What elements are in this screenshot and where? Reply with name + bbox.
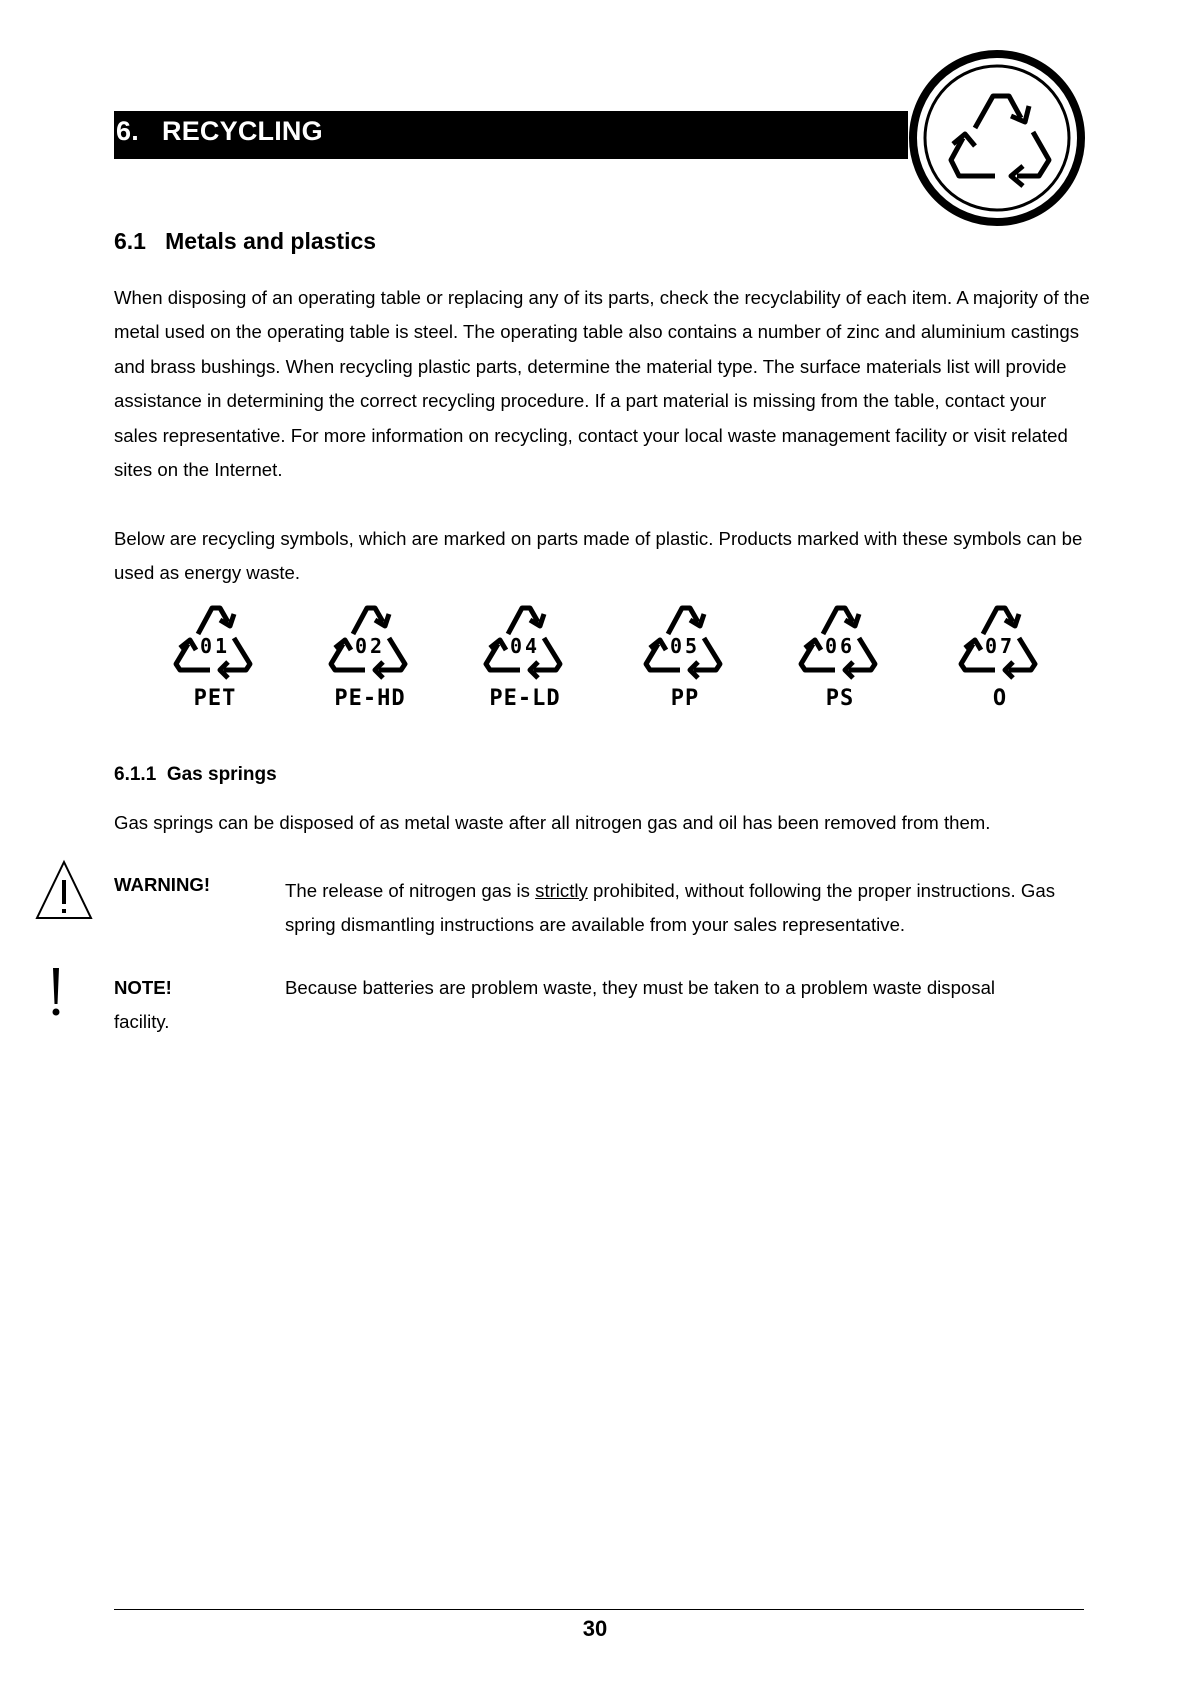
warning-triangle-icon	[34, 858, 94, 927]
symbol-code: PE-HD	[334, 686, 406, 711]
exclamation-icon	[50, 968, 62, 1023]
symbol-number: 07	[984, 634, 1016, 658]
symbol-code: O	[992, 686, 1008, 711]
subsection-heading: 6.1.1 Gas springs	[114, 764, 277, 785]
plastic-recycling-symbols	[160, 598, 1060, 718]
recycling-symbol	[945, 598, 1055, 718]
note-text: Because batteries are problem waste, they must be taken to a problem waste disposal	[285, 977, 996, 998]
symbol-code: PE-LD	[489, 686, 561, 711]
symbol-number: 04	[509, 634, 541, 658]
symbol-number: 06	[824, 634, 856, 658]
recycling-symbol	[785, 598, 895, 718]
symbol-number: 05	[669, 634, 701, 658]
symbol-number: 02	[354, 634, 386, 658]
note-label: NOTE!	[114, 977, 172, 998]
page-number: 30	[582, 1616, 608, 1641]
symbol-number: 01	[199, 634, 231, 658]
symbol-code: PS	[825, 686, 855, 711]
recycling-symbol	[630, 598, 740, 718]
chapter-title: 6. RECYCLING	[116, 116, 323, 146]
section-heading: 6.1 Metals and plastics	[114, 228, 377, 254]
warning-text	[285, 874, 1105, 943]
footer-divider	[114, 1609, 1084, 1610]
section-paragraph: When disposing of an operating table or replacing any of its parts, check the recyclability of each item. A majority of the metal used on the operating table is steel. The operating table also contains a number of zinc and aluminium castings and brass bushings. When recycling plastic parts, determine the material type. The surface materials list will provide assistance in determining the correct recycling procedure. If a part material is missing from the table, contact your sales representative. For more information on recycling, contact your local waste management facility or visit related sites on the Internet.	[114, 287, 1090, 481]
recycling-symbol	[315, 598, 425, 718]
chapter-header-bar	[114, 111, 908, 159]
note-text-continuation: facility.	[114, 1011, 170, 1032]
symbols-intro-paragraph: Below are recycling symbols, which are marked on parts made of plastic. Products marked with these symbols can be used as energy waste.	[114, 528, 1083, 584]
recycling-symbol	[160, 598, 270, 718]
subsection-paragraph: Gas springs can be disposed of as metal waste after all nitrogen gas and oil has been removed from them.	[114, 812, 991, 833]
recycling-symbol	[470, 598, 580, 718]
warning-label: WARNING!	[114, 874, 211, 895]
warning-text-part: prohibited, without following the proper instructions. Gas spring dismantling instructions are available from your sales representative.	[285, 880, 1055, 936]
symbol-code: PP	[670, 686, 700, 711]
warning-text-emphasis: strictly	[535, 880, 588, 901]
warning-text-part: The release of nitrogen gas is	[285, 880, 536, 901]
symbol-code: PET	[193, 686, 237, 711]
recycling-icon	[907, 50, 1087, 226]
